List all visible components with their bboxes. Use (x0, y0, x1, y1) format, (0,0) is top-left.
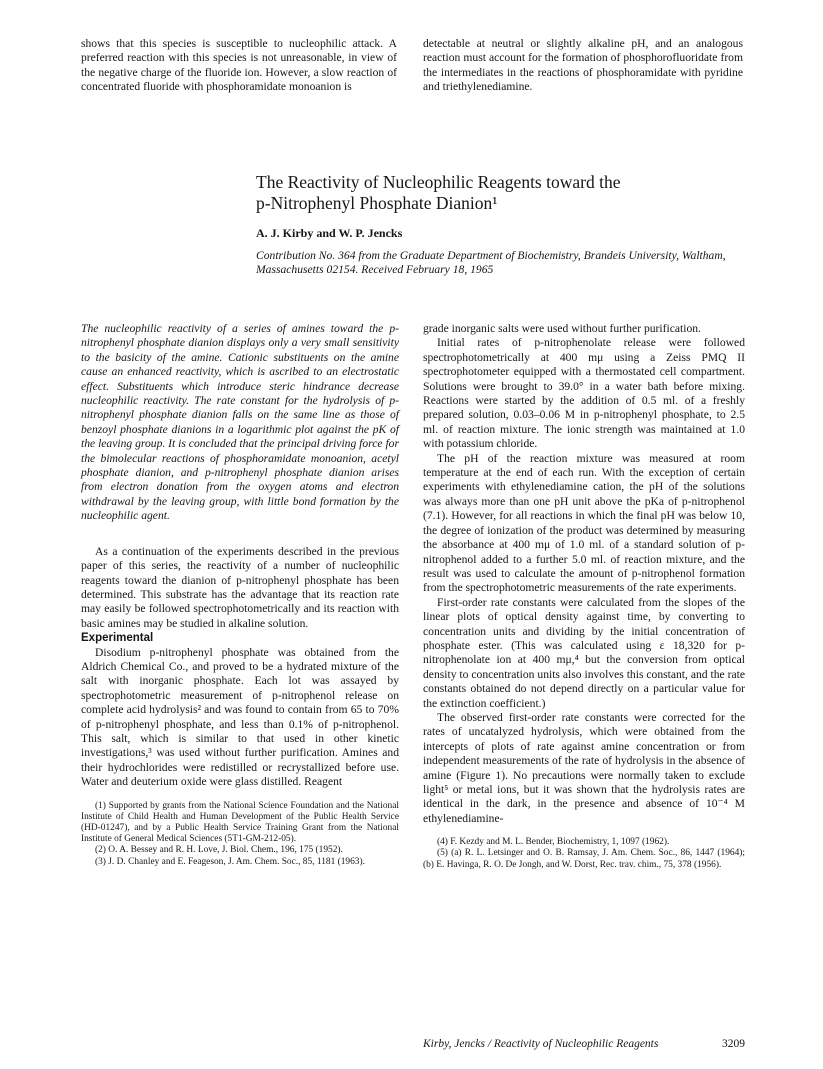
running-title: Kirby, Jencks / Reactivity of Nucleophilic Reagents (423, 1038, 659, 1050)
right-column (423, 322, 745, 871)
article-title (256, 172, 746, 214)
authors: A. J. Kirby and W. P. Jencks (256, 226, 403, 240)
top-right-continuation: detectable at neutral or slightly alkaline pH, and an analogous reaction must account for the formation of phosphorofluoridate from the intermediates in the reactions of phosphoramidate with pyridine and triethylenediamine. (423, 37, 743, 94)
footnotes-right (423, 837, 745, 871)
title-line-2: p-Nitrophenyl Phosphate Dianion¹ (256, 193, 498, 213)
body-paragraph: The observed first-order rate constants were corrected for the rates of uncatalyzed hydrolysis, which were obtained from the intercepts of plots of rate against amine concentration or from independent measurements of the rate of hydrolysis in the absence of amine (Figure 1). No precautions were normally taken to exclude light⁵ or metal ions, but it was shown that the hydrolysis rates are identical in the dark, in the presence and absence of 10⁻⁴ M ethylenediamine- (423, 710, 745, 825)
footnote: (2) O. A. Bessey and R. H. Love, J. Biol. Chem., 196, 175 (1952). (95, 845, 343, 856)
body-paragraph: grade inorganic salts were used without further purification. (423, 322, 701, 335)
article-header (256, 172, 746, 278)
page-footer (423, 1038, 745, 1050)
affiliation: Contribution No. 364 from the Graduate Department of Biochemistry, Brandeis University, Waltham, Massachusetts 02154. Received February 18, 1965 (256, 249, 726, 277)
section-heading-experimental: Experimental (81, 632, 154, 645)
experimental-paragraph: Disodium p-nitrophenyl phosphate was obtained from the Aldrich Chemical Co., and proved to be a hydrated mixture of the salt with inorganic phosphate. Each lot was assayed by spectrophotometric measurement of p-nitrophenol release on complete acid hydrolysis² and was found to contain from 65 to 70% of p-nitrophenyl phosphate, and less than 0.1% of p-nitrophenol. This salt, which is similar to that used in other kinetic investigations,³ was used without further purification. Amines and their hydrochlorides were redistilled or recrystallized before use. Water and deuterium oxide were glass distilled. Reagent (81, 645, 399, 789)
footnote: (4) F. Kezdy and M. L. Bender, Biochemistry, 1, 1097 (1962). (437, 837, 670, 848)
footnote: (3) J. D. Chanley and E. Feageson, J. Am. Chem. Soc., 85, 1181 (1963). (95, 856, 365, 867)
top-left-continuation: shows that this species is susceptible to nucleophilic attack. A preferred reaction with this species is not unreasonable, in view of the negative charge of the fluoride ion. However, a slow reaction of concentrated fluoride with phosphoramidate monoanion is (81, 37, 397, 94)
abstract: The nucleophilic reactivity of a series of amines toward the p-nitrophenyl phosphate dianion displays only a very small sensitivity to the basicity of the amine. Cationic substituents on the amine cause an enhanced reactivity, which is ascribed to an electrostatic effect. Substituents which introduce steric hindrance decrease nucleophilic reactivity. The rate constant for the hydrolysis of p-nitrophenyl phosphate dianion falls on the same line as those of benzoyl phosphate dianions in a logarithmic plot against the pK of the leaving group. It is concluded that the principal driving force for the bimolecular reactions of phosphoramidate monoanion, acetyl phosphate dianion, and p-nitrophenyl phosphate dianion arises from electron donation from the oxygen atoms and electron withdrawal by the leaving group, with little bond formation by the nucleophilic agent. (81, 322, 399, 523)
intro-paragraph: As a continuation of the experiments described in the previous paper of this series, the reactivity of a number of nucleophilic reagents toward the dianion of p-nitrophenyl phosphate has been determined. This substrate has the advantage that its reaction rate may easily be followed spectrophotometrically and its reaction with basic amines may be studied in alkaline solution. (81, 544, 399, 630)
footnote: (1) Supported by grants from the National Science Foundation and the National Institute of Child Health and Human Development of the Public Health Service (HD-01247), and by a Public Health Service Training Grant from the National Institute of General Medical Sciences (5T1-GM-212-05). (81, 800, 399, 845)
title-line-1: The Reactivity of Nucleophilic Reagents toward the (256, 172, 621, 192)
footnotes-left (81, 801, 399, 868)
footnote: (5) (a) R. L. Letsinger and O. B. Ramsay, J. Am. Chem. Soc., 86, 1447 (1964); (b) E. Havinga, R. O. De Jongh, and W. Dorst, Rec. trav. chim., 75, 378 (1956). (423, 848, 745, 870)
body-paragraph: Initial rates of p-nitrophenolate release were followed spectrophotometrically at 400 mμ using a Zeiss PMQ II spectrophotometer equipped with a thermostated cell compartment. Solutions were brought to 39.0° in a water bath before mixing. Reactions were started by the addition of 0.5 ml. of a freshly prepared solution, 0.03–0.06 M in p-nitrophenyl phosphate, to 2.5 ml. of reaction mixture. The ionic strength was maintained at 1.0 with potassium chloride. (423, 336, 745, 451)
page-number: 3209 (722, 1038, 745, 1050)
body-paragraph: The pH of the reaction mixture was measured at room temperature at the end of each run. With the exception of certain experiments with ethylenediamine cation, the pH of the solutions was always more than one pH unit above the pKa of p-nitrophenol (7.1). However, for all reactions in which the final pH was below 10, the degree of ionization of the product was determined by measuring the absorbance at 400 mμ of 1.0 ml. of a standard solution of p-nitrophenol added to a further 5.0 ml. of reaction mixture, and the result was used to calculate the amount of p-nitrophenol formation from the spectrophotometric measurements of the rate experiments. (423, 451, 745, 595)
left-column (81, 322, 399, 868)
body-paragraph: First-order rate constants were calculated from the slopes of the linear plots of optical density against time, by converting to concentration units and dividing by the initial concentration of phosphate ester. (This was calculated using ε 18,320 for p-nitrophenolate ion at 400 mμ,⁴ but the conversion from optical density to concentration units also involves this constant, and the rate constants obtained do not depend directly on a particular value for the extinction coefficient.) (423, 595, 745, 710)
